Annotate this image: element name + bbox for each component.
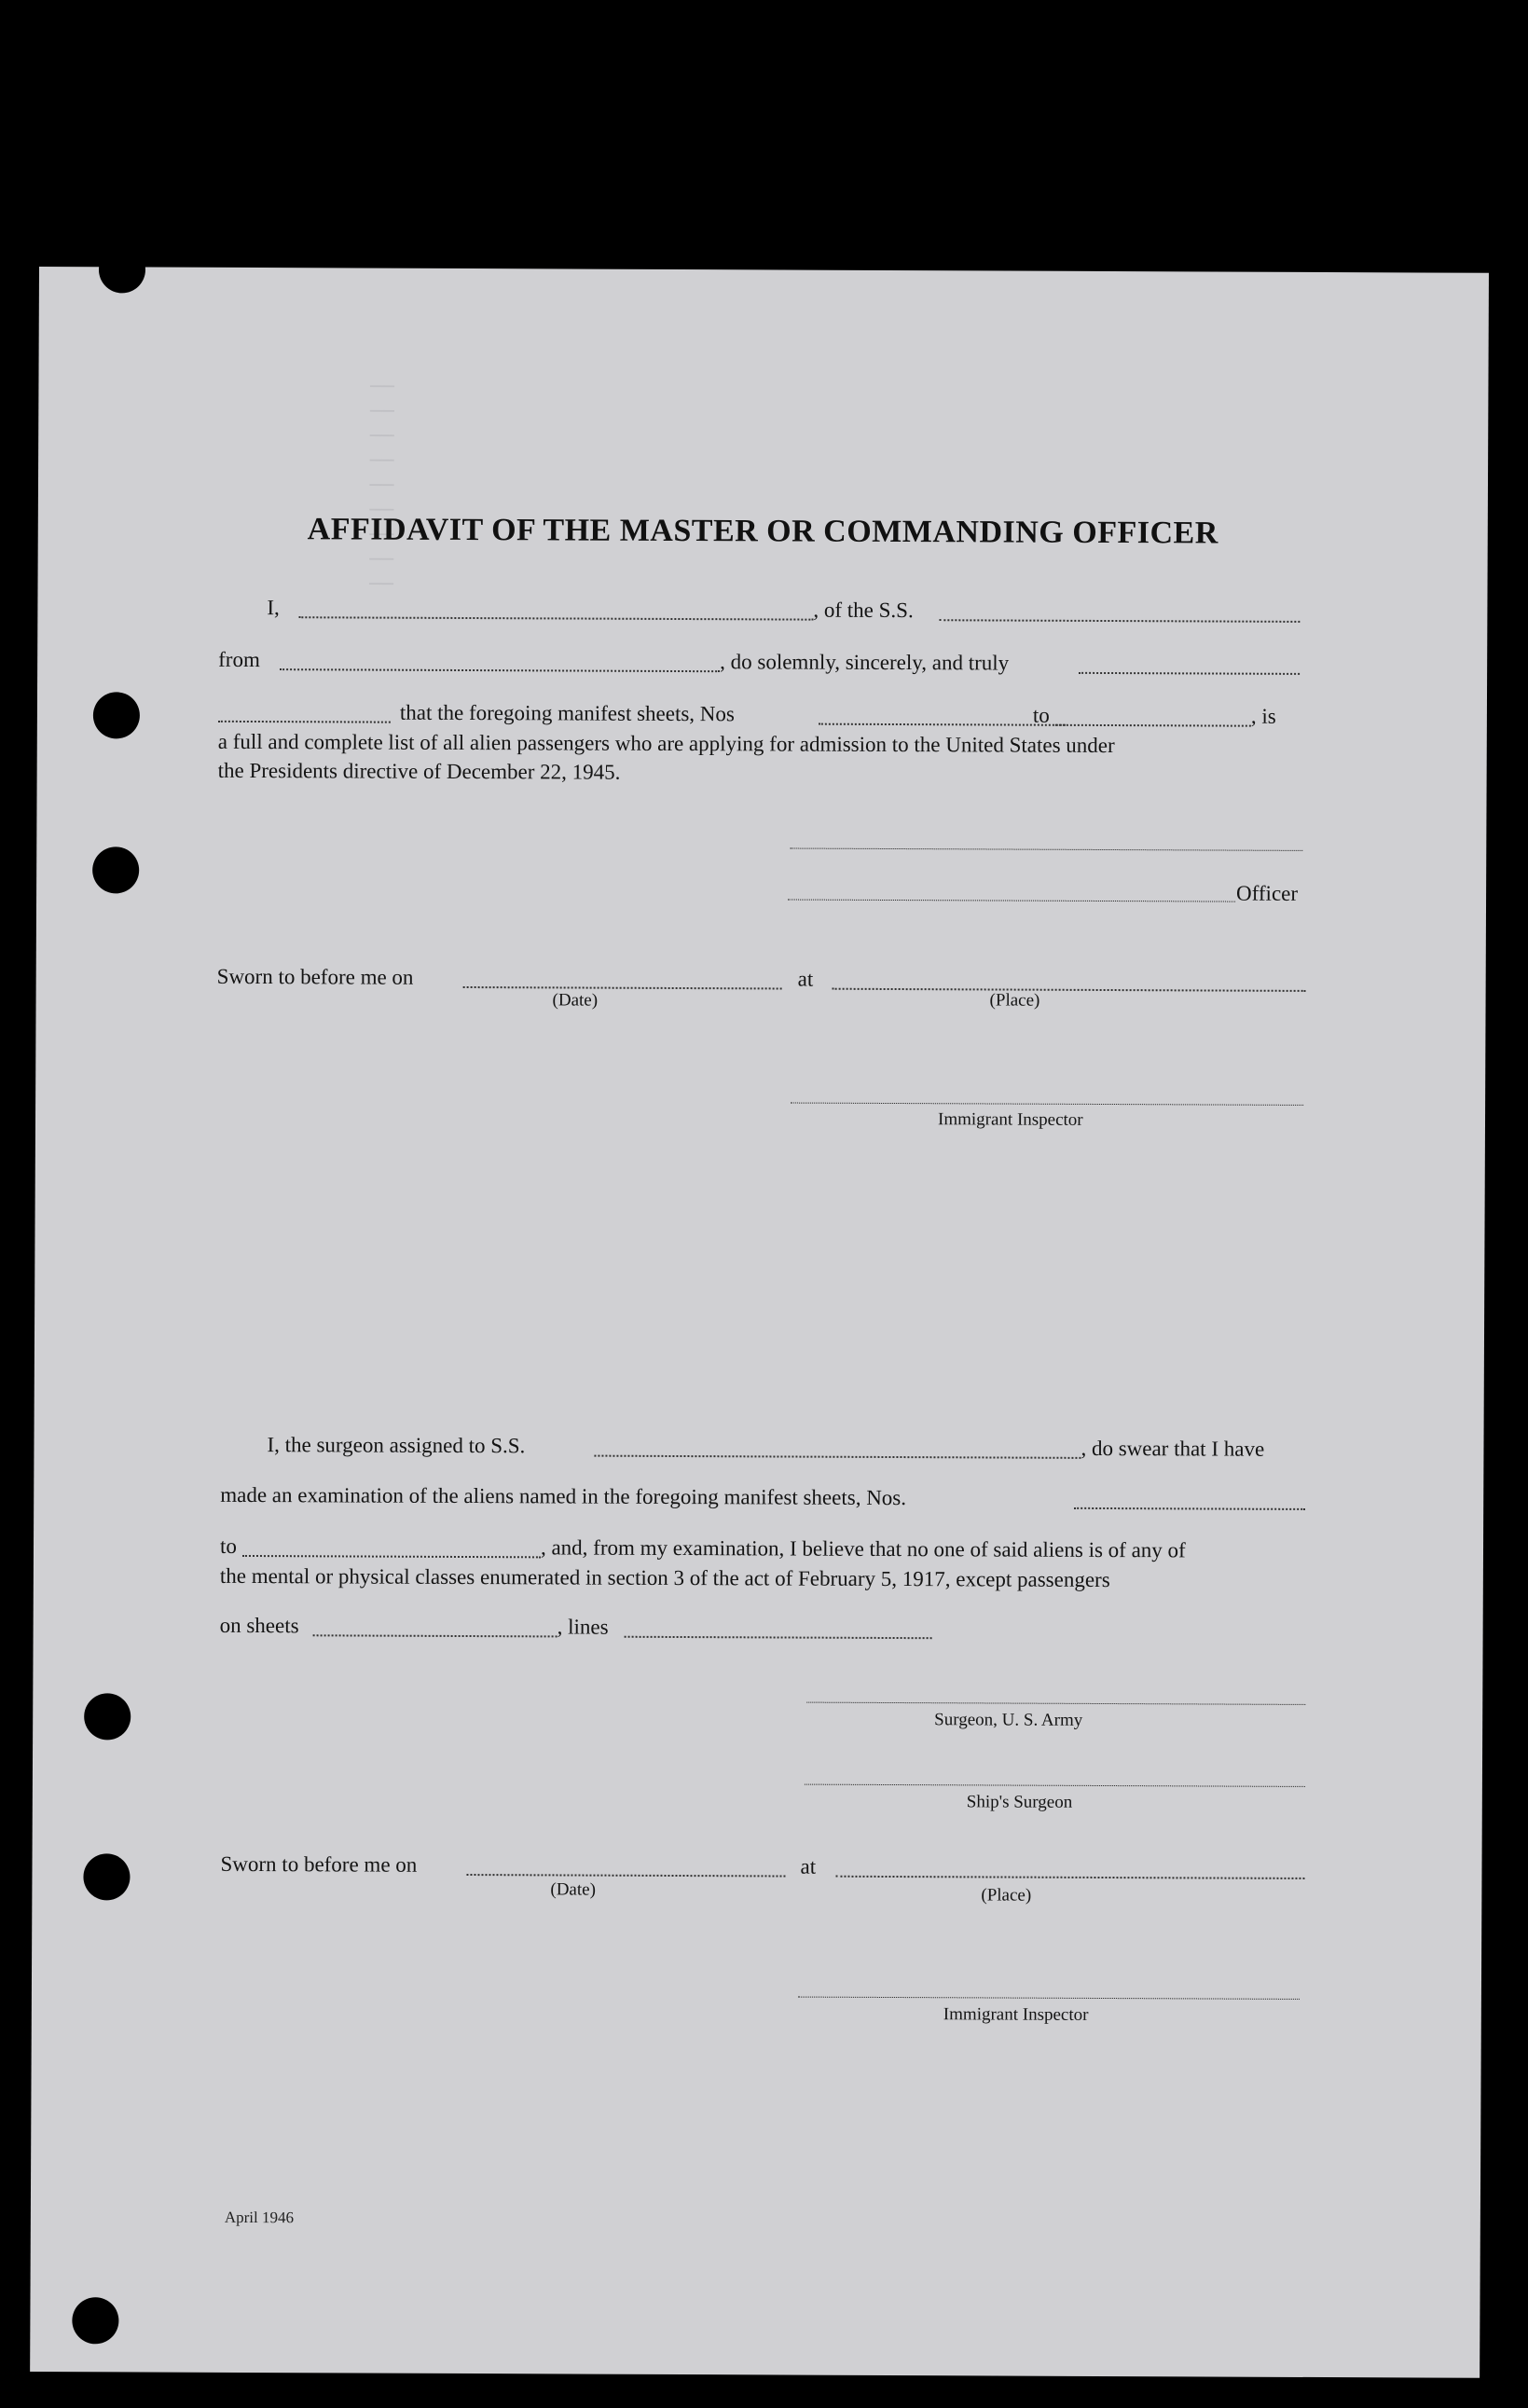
surgeon-line2-text: made an examination of the aliens named in the foregoing manifest sheets, Nos. [220,1482,907,1510]
master-signature-line-1[interactable] [790,848,1302,851]
affidavit-page [30,267,1489,2378]
master-line1-prefix: I, [267,596,280,620]
master-line3-is: , is [1250,704,1276,728]
surgeon-line3-text: , and, from my examination, I believe that no one of said aliens is of any of [540,1535,1186,1562]
surgeon-place-caption: (Place) [981,1885,1032,1906]
master-sworn-date-field[interactable] [463,986,782,989]
master-from-field[interactable] [280,668,720,672]
surgeon-sworn-place-field[interactable] [835,1876,1304,1879]
ship-surgeon-signature-line[interactable] [805,1784,1305,1787]
surgeon-inspector-label: Immigrant Inspector [943,2004,1089,2025]
master-statement-line5: the Presidents directive of December 22, 1945. [217,758,621,784]
surgeon-date-caption: (Date) [550,1879,596,1900]
master-line3-text: that the foregoing manifest sheets, Nos [399,700,735,726]
master-sheets-from-field[interactable] [819,723,1066,726]
surgeon-ship-field[interactable] [594,1455,1081,1459]
punch-hole-2 [92,846,139,893]
master-line2-text: , do solemnly, sincerely, and truly [720,650,1010,675]
master-sheets-to-field[interactable] [1055,724,1251,727]
surgeon-line3-to: to [219,1534,237,1558]
master-line1-ship: , of the S.S. [813,598,914,623]
surgeon-line5-prefix: on sheets [219,1613,299,1638]
surgeon-line4-text: the mental or physical classes enumerated in section 3 of the act of February 5, 1917, except passengers [219,1563,1110,1592]
surgeon-line1-text: , do swear that I have [1081,1436,1265,1461]
surgeon-line5-lines: , lines [557,1615,609,1639]
surgeon-sheets-from-field[interactable] [1074,1507,1305,1510]
ship-surgeon-label: Ship's Surgeon [966,1792,1073,1812]
surgeon-lines-field[interactable] [625,1636,932,1639]
master-name-field[interactable] [298,616,813,620]
master-at-label: at [797,967,814,991]
master-date-caption: (Date) [552,990,599,1011]
page-title: AFFIDAVIT OF THE MASTER OR COMMANDING OFFICER [307,512,1218,551]
master-place-caption: (Place) [989,990,1040,1011]
show-through-texture: │ │ │ │ │ │ │ │ │ [368,379,393,590]
punch-hole-3 [84,1693,131,1740]
surgeon-on-sheets-field[interactable] [313,1634,558,1637]
surgeon-sheets-to-field[interactable] [242,1555,541,1558]
surgeon-line1-prefix: I, the surgeon assigned to S.S. [267,1433,526,1458]
form-date: April 1946 [224,2208,295,2227]
army-surgeon-signature-line[interactable] [806,1702,1305,1705]
master-ship-field[interactable] [939,619,1300,623]
master-inspector-line[interactable] [791,1103,1303,1106]
master-sworn-label: Sworn to before me on [216,964,414,989]
officer-label: Officer [1236,881,1299,905]
master-oath-field[interactable] [218,721,391,723]
surgeon-sworn-label: Sworn to before me on [220,1851,418,1877]
punch-hole-4 [83,1853,130,1900]
punch-hole-5 [72,2297,118,2344]
master-line3-to: to [1032,703,1050,727]
surgeon-inspector-line[interactable] [798,1997,1300,2000]
punch-hole-1 [93,692,140,738]
master-truly-field[interactable] [1079,672,1300,675]
army-surgeon-label: Surgeon, U. S. Army [934,1710,1083,1730]
master-sworn-place-field[interactable] [833,988,1306,992]
master-signature-line-2[interactable] [788,900,1235,902]
master-statement-line4: a full and complete list of all alien passengers who are applying for admission to the United States under [217,729,1115,758]
master-line2-prefix: from [218,647,260,672]
surgeon-at-label: at [800,1854,817,1878]
surgeon-sworn-date-field[interactable] [466,1874,785,1877]
punch-hole-top [99,246,145,293]
master-inspector-label: Immigrant Inspector [937,1109,1083,1130]
